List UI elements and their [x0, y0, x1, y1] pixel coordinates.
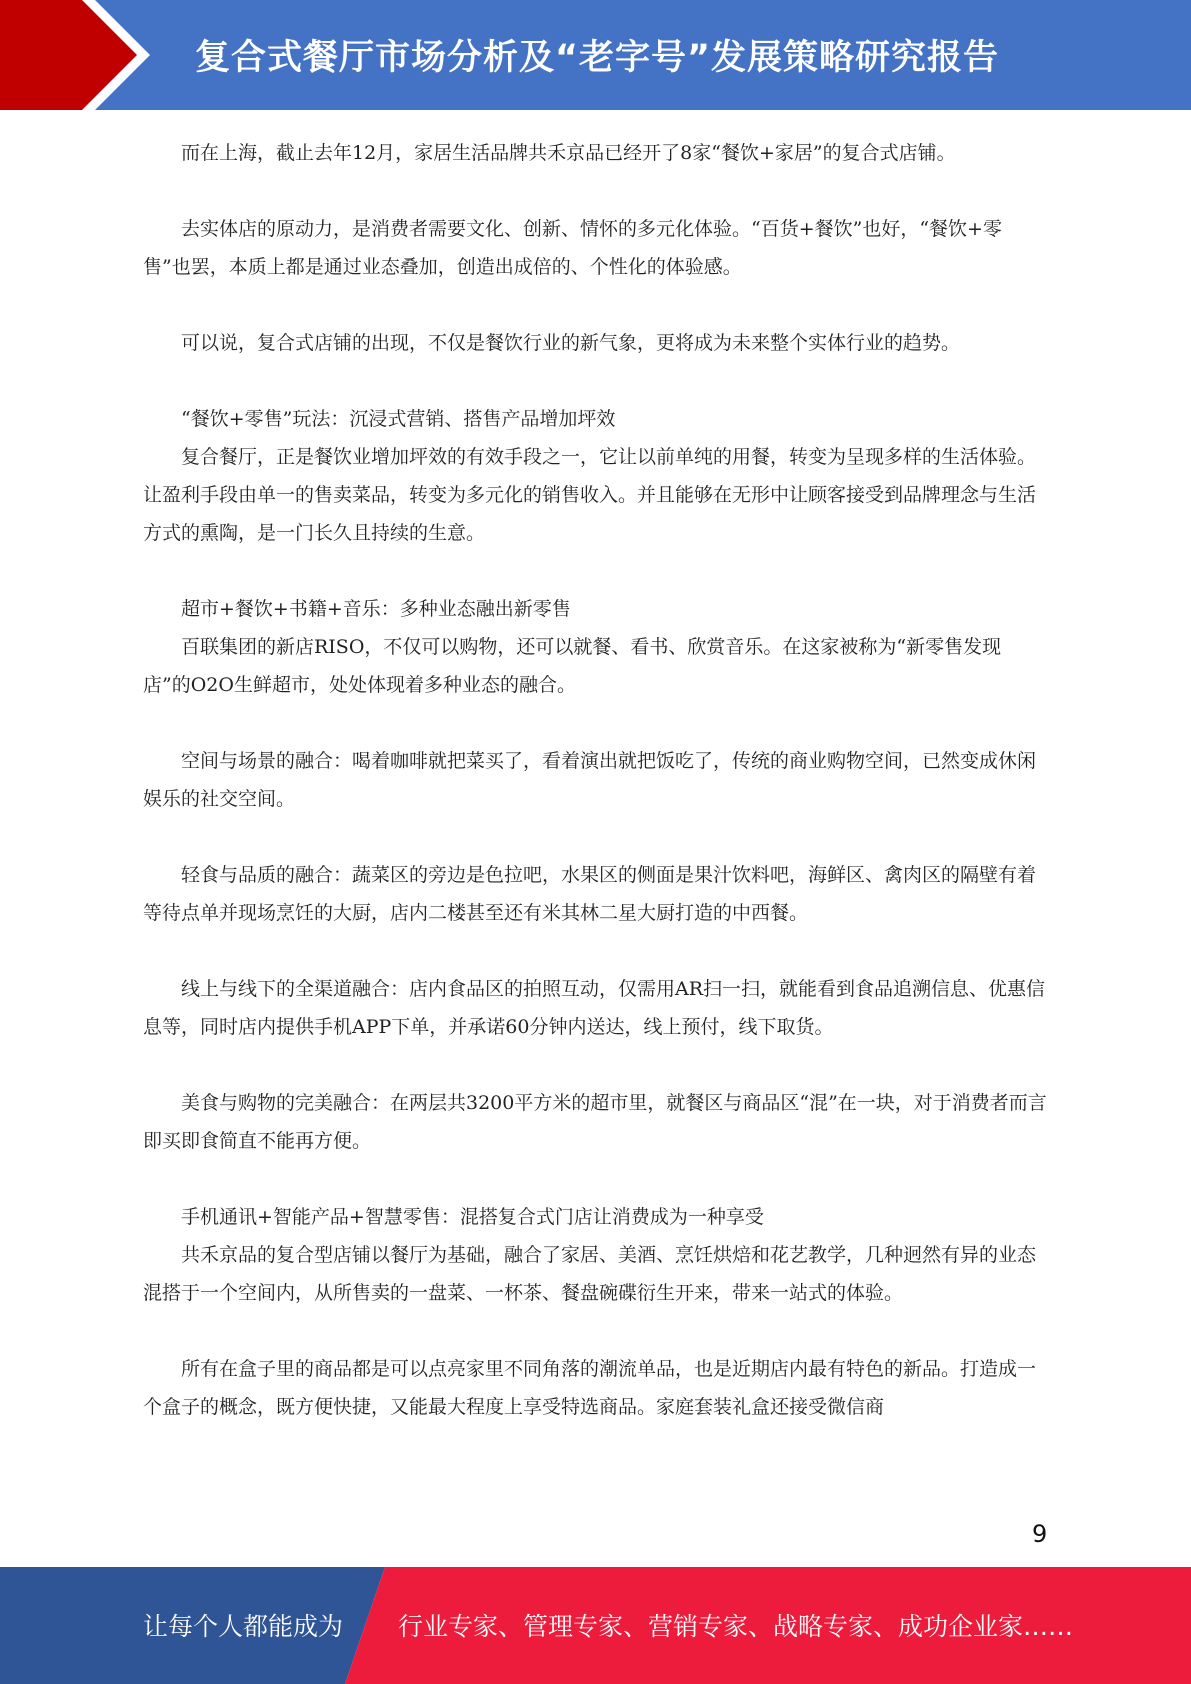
- footer-slogan-right: 行业专家、管理专家、营销专家、战略专家、成功企业家……: [398, 1612, 1074, 1641]
- paragraph: 去实体店的原动力，是消费者需要文化、创新、情怀的多元化体验。“百货+餐饮”也好，“餐饮+零售”也罢，本质上都是通过业态叠加，创造出成倍的、个性化的体验感。: [143, 218, 1002, 278]
- paragraph: 可以说，复合式店铺的出现，不仅是餐饮行业的新气象，更将成为未来整个实体行业的趋势。: [181, 332, 961, 354]
- paragraph: 百联集团的新店RISO，不仅可以购物，还可以就餐、看书、欣赏音乐。在这家被称为“新零售发现店”的O2O生鲜超市，处处体现着多种业态的融合。: [143, 636, 1002, 696]
- section-heading: “餐饮+零售”玩法：沉浸式营销、搭售产品增加坪效: [181, 408, 616, 430]
- paragraph: 所有在盒子里的商品都是可以点亮家里不同角落的潮流单品，也是近期店内最有特色的新品。打造成一个盒子的概念，既方便快捷，又能最大程度上享受特选商品。家庭套装礼盒还接受微信商: [143, 1358, 1037, 1418]
- page-number: 9: [1032, 1520, 1048, 1548]
- page-footer: [0, 1567, 1191, 1684]
- paragraph: 轻食与品质的融合：蔬菜区的旁边是色拉吧，水果区的侧面是果汁饮料吧，海鲜区、禽肉区的隔壁有着等待点单并现场烹饪的大厨，店内二楼甚至还有米其林二星大厨打造的中西餐。: [143, 864, 1037, 924]
- paragraph: 线上与线下的全渠道融合：店内食品区的拍照互动，仅需用AR扫一扫，就能看到食品追溯信息、优惠信息等，同时店内提供手机APP下单，并承诺60分钟内送达，线上预付，线下取货。: [143, 978, 1046, 1038]
- paragraph: 空间与场景的融合：喝着咖啡就把菜买了，看着演出就把饭吃了，传统的商业购物空间，已然变成休闲娱乐的社交空间。: [143, 750, 1037, 810]
- body-text: [143, 134, 1048, 1426]
- paragraph: 美食与购物的完美融合：在两层共3200平方米的超市里，就餐区与商品区“混”在一块，对于消费者而言即买即食简直不能再方便。: [143, 1092, 1047, 1152]
- page-header: [0, 0, 1191, 110]
- header-chevron-icon: [0, 0, 160, 110]
- paragraph: 而在上海，截止去年12月，家居生活品牌共禾京品已经开了8家“餐饮+家居”的复合式店铺。: [181, 142, 956, 164]
- section-heading: 手机通讯+智能产品+智慧零售：混搭复合式门店让消费成为一种享受: [181, 1206, 764, 1228]
- paragraph: 共禾京品的复合型店铺以餐厅为基础，融合了家居、美酒、烹饪烘焙和花艺教学，几种迥然有异的业态混搭于一个空间内，从所售卖的一盘菜、一杯茶、餐盘碗碟衍生开来，带来一站式的体验。: [143, 1244, 1037, 1304]
- report-title: 复合式餐厅市场分析及“老字号”发展策略研究报告: [195, 38, 1000, 78]
- footer-slogan-left: 让每个人都能成为: [143, 1612, 344, 1641]
- paragraph: 复合餐厅，正是餐饮业增加坪效的有效手段之一，它让以前单纯的用餐，转变为呈现多样的生活体验。让盈利手段由单一的售卖菜品，转变为多元化的销售收入。并且能够在无形中让顾客接受到品牌理念与生活方式的熏陶，是一门长久且持续的生意。: [143, 446, 1037, 544]
- section-heading: 超市+餐饮+书籍+音乐：多种业态融出新零售: [181, 598, 571, 620]
